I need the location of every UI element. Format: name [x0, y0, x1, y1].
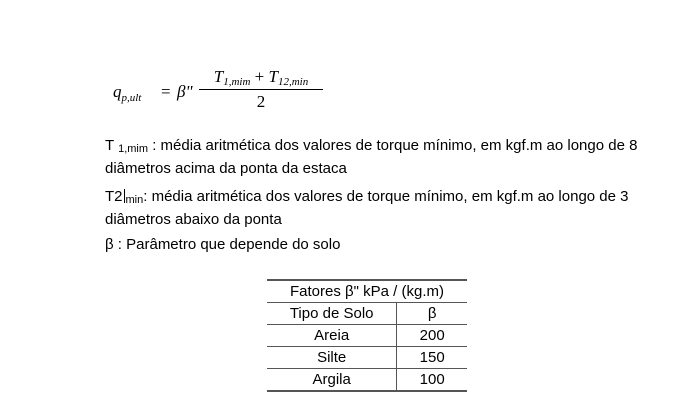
table-cell-soil: Silte [267, 347, 397, 369]
definition-t1-subscript: 1,mim [118, 143, 149, 155]
table-cell-soil: Areia [267, 325, 397, 347]
text-cursor [124, 189, 125, 203]
formula-q-p-ult [113, 64, 343, 116]
formula-coefficient: β" [177, 82, 193, 101]
table-cell-soil: Argila [267, 369, 397, 392]
definition-t2 [105, 187, 665, 230]
formula-num-t1-base: T [213, 67, 224, 86]
column-header-beta: β [397, 303, 467, 325]
formula-num-t2-base: T [268, 67, 278, 86]
table-row [267, 325, 467, 347]
definition-beta [105, 235, 665, 255]
table-row [267, 347, 467, 369]
column-header-tipo-de-solo: Tipo de Solo [267, 303, 397, 325]
formula-lhs-base: q [113, 82, 122, 101]
definition-t1 [105, 136, 665, 179]
formula-num-t2-subscript: 12,min [277, 76, 309, 88]
table-cell-beta: 100 [397, 369, 467, 392]
definition-t1-symbol: T [105, 137, 114, 154]
definition-t2-symbol: T2 [105, 188, 123, 205]
definition-t1-text: : média aritmética dos valores de torque mínimo, em kgf.m ao longo de 8 diâmetros acima da ponta da estaca [105, 137, 638, 177]
definition-beta-text: β : Parâmetro que depende do solo [105, 236, 341, 253]
definition-t2-subscript: min [125, 194, 144, 206]
formula-num-t1-subscript: 1,mim [223, 76, 251, 88]
formula-lhs [113, 82, 141, 104]
formula-equals: = [161, 82, 171, 101]
table-caption: Fatores β" kPa / (kg.m) [267, 280, 467, 303]
formula-fraction-bar [199, 89, 323, 90]
formula-numerator [199, 66, 323, 88]
formula-lhs-subscript: p,ult [121, 92, 142, 104]
table-row [267, 369, 467, 392]
definition-t2-text: : média aritmética dos valores de torque mínimo, em kgf.m ao longo de 3 diâmetros abaixo da ponta [105, 188, 629, 228]
formula-num-plus: + [254, 67, 265, 86]
fatores-beta-table [267, 279, 467, 392]
table-cell-beta: 200 [397, 325, 467, 347]
table-cell-beta: 150 [397, 347, 467, 369]
formula-fraction [199, 66, 323, 112]
formula-denominator: 2 [256, 92, 266, 111]
